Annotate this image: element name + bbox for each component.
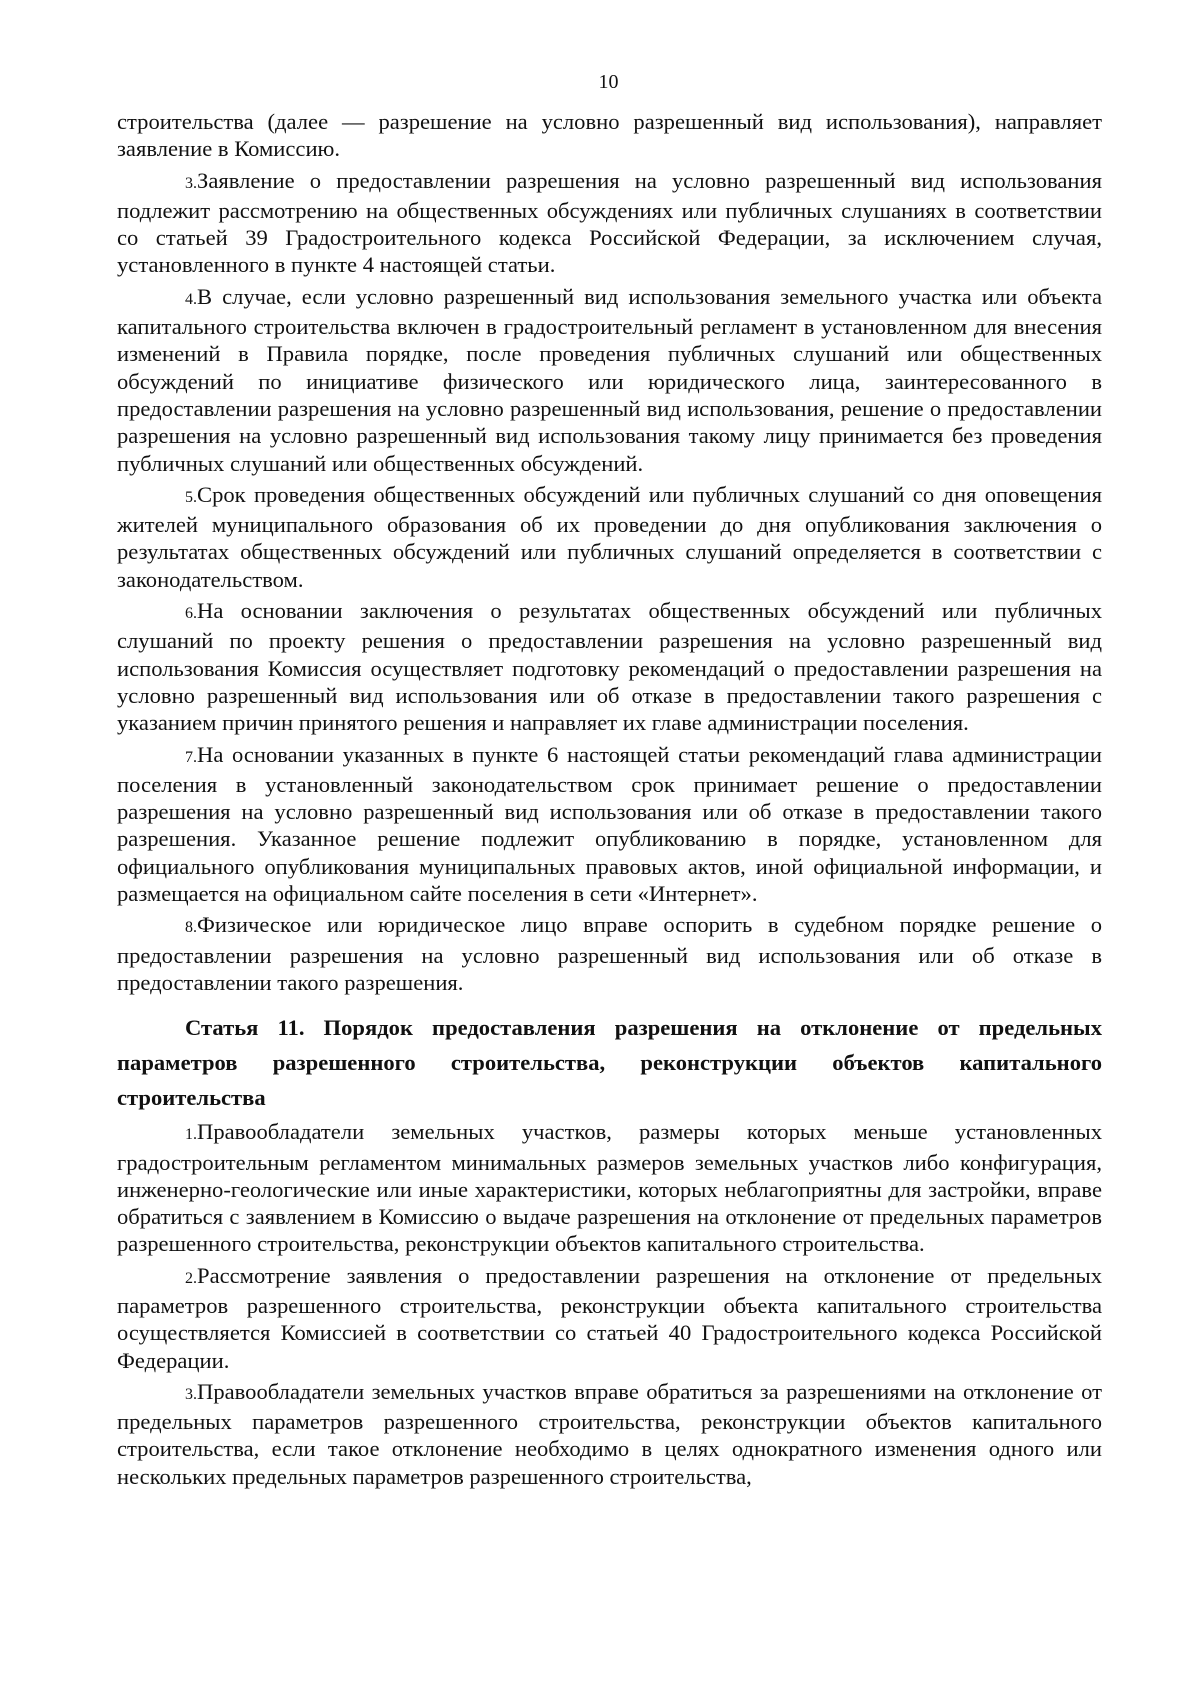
item-text: На основании указанных в пункте 6 настоящей статьи рекомендаций глава администрации поселения в установленный законодательством срок принимает решение о предоставлении разрешения на условно разрешенный вид использования или об отказе в предоставлении такого разрешения. Указанное решение подлежит опубликованию в порядке, установленном для официального опубликования муниципальных правовых актов, иной официальной информации, и размещается на официальном сайте поселения в сети «Интернет». bbox=[117, 741, 1102, 907]
page-number: 10 bbox=[598, 71, 619, 93]
item-text: На основании заключения о результатах общественных обсуждений или публичных слушаний по проекту решения о предоставлении разрешения на условно разрешенный вид использования Комиссия осуществляет подготовку рекомендаций о предоставлении разрешения на условно разрешенный вид использования или об отказе в предоставлении такого разрешения с указанием причин принятого решения и направляет их главе администрации поселения. bbox=[117, 598, 1102, 736]
article11-item-1 bbox=[117, 1118, 1102, 1257]
article11-heading: Статья 11. Порядок предоставления разрешения на отклонение от предельных параметров разрешенного строительства, реконструкции объектов капитального строительства bbox=[117, 1015, 1102, 1111]
item-number: 4. bbox=[185, 290, 197, 308]
article10-item-8 bbox=[117, 911, 1102, 996]
item-text: Рассмотрение заявления о предоставлении разрешения на отклонение от предельных параметров разрешенного строительства, реконструкции объекта капитального строительства осуществляется Комиссией в соответствии со статьей 40 Градостроительного кодекса Российской Федерации. bbox=[117, 1262, 1102, 1373]
item-number: 8. bbox=[185, 919, 197, 937]
item-text: Правообладатели земельных участков, размеры которых меньше установленных градостроительным регламентом минимальных размеров земельных участков либо конфигурация, инженерно-геологические или иные характеристики, которых неблагоприятны для застройки, вправе обратиться с заявлением в Комиссию о выдаче разрешения на отклонение от предельных параметров разрешенного строительства, реконструкции объектов капитального строительства. bbox=[117, 1119, 1102, 1257]
item-number: 2. bbox=[185, 1269, 197, 1287]
document-page bbox=[117, 70, 1102, 1494]
article11-item-3 bbox=[117, 1378, 1102, 1490]
article11-item-2 bbox=[117, 1262, 1102, 1374]
article10-item-4 bbox=[117, 283, 1102, 477]
item-number: 5. bbox=[185, 488, 197, 506]
article10-item-3 bbox=[117, 167, 1102, 279]
item-text: В случае, если условно разрешенный вид использования земельного участка или объекта капитального строительства включен в градостроительный регламент в установленном для внесения изменений в Правила порядке, после проведения публичных слушаний или общественных обсуждений по инициативе физического или юридического лица, заинтересованного в предоставлении разрешения на условно разрешенный вид использования, решение о предоставлении разрешения на условно разрешенный вид использования такому лицу принимается без проведения публичных слушаний или общественных обсуждений. bbox=[117, 283, 1102, 476]
item-number: 7. bbox=[185, 748, 197, 766]
article10-item-7 bbox=[117, 741, 1102, 908]
item-text: Правообладатели земельных участков вправе обратиться за разрешениями на отклонение от предельных параметров разрешенного строительства, реконструкции объектов капитального строительства, если такое отклонение необходимо в целях однократного изменения одного или нескольких предельных параметров разрешенного строительства, bbox=[117, 1378, 1102, 1489]
item-number: 6. bbox=[185, 605, 197, 623]
item-number: 3. bbox=[185, 1385, 197, 1403]
item-text: Заявление о предоставлении разрешения на условно разрешенный вид использования подлежит рассмотрению на общественных обсуждениях или публичных слушаниях в соответствии со статьей 39 Градостроительного кодекса Российской Федерации, за исключением случая, установленного в пункте 4 настоящей статьи. bbox=[117, 167, 1102, 278]
item-number: 1. bbox=[185, 1126, 197, 1144]
item-text: Срок проведения общественных обсуждений или публичных слушаний со дня оповещения жителей муниципального образования об их проведении до дня опубликования заключения о результатах общественных обсуждений или публичных слушаний определяется в соответствии с законодательством. bbox=[117, 481, 1102, 592]
item-text: Физическое или юридическое лицо вправе оспорить в судебном порядке решение о предоставлении разрешения на условно разрешенный вид использования или об отказе в предоставлении такого разрешения. bbox=[117, 912, 1102, 995]
article10-item-5 bbox=[117, 481, 1102, 593]
article10-item-6 bbox=[117, 597, 1102, 736]
intro-paragraph: строительства (далее — разрешение на условно разрешенный вид использования), направляет заявление в Комиссию. bbox=[117, 109, 1102, 162]
item-number: 3. bbox=[185, 174, 197, 192]
